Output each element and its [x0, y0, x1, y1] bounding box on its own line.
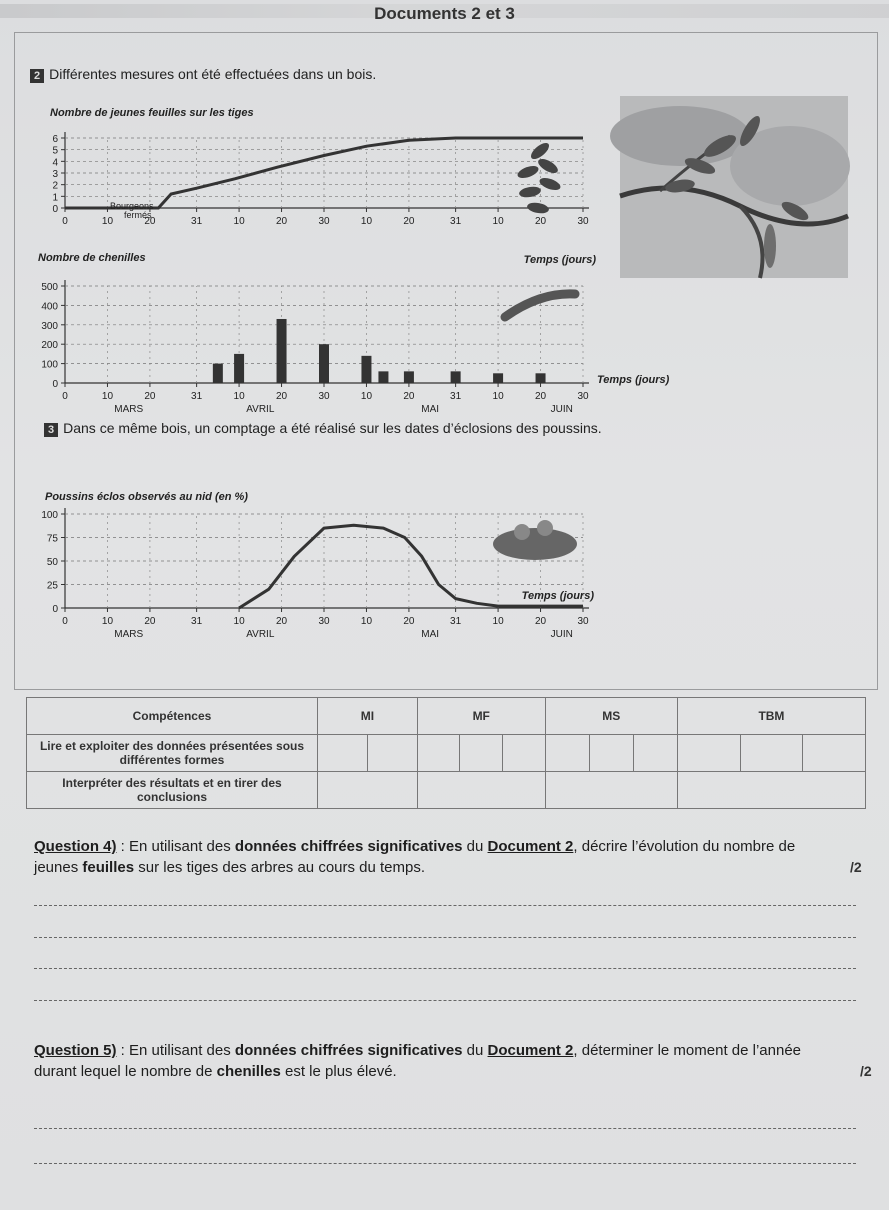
branch-image [620, 96, 848, 278]
leaf-shape [538, 176, 562, 193]
competences-header: Compétences [27, 698, 318, 735]
x-tick-label: 31 [191, 391, 203, 402]
y-tick-label: 100 [41, 510, 58, 521]
x-tick-label: 10 [360, 391, 373, 402]
caterpillar-bar [319, 344, 329, 383]
month-label: MARS [114, 629, 144, 640]
y-tick-label: 25 [46, 580, 58, 592]
x-tick-label: 31 [191, 216, 203, 227]
doc3-chart [0, 482, 620, 652]
cell[interactable] [803, 735, 866, 772]
cell[interactable] [417, 772, 545, 809]
y-tick-label: 3 [52, 169, 58, 180]
nest-drawing [493, 528, 577, 560]
competences-table [26, 697, 866, 809]
cell[interactable] [740, 735, 803, 772]
y-tick-label: 300 [41, 320, 58, 332]
chick-drawing [537, 520, 553, 536]
y-tick-label: 100 [41, 359, 58, 371]
x-tick-label: 20 [144, 216, 156, 227]
x-tick-label: 0 [62, 216, 68, 227]
chart-title: Nombre de chenilles [38, 252, 146, 264]
leaf-branch-drawing [516, 140, 562, 215]
x-tick-label: 30 [577, 616, 589, 627]
x-tick-label: 10 [233, 616, 245, 627]
x-tick-label: 20 [144, 391, 156, 402]
x-tick-label: 31 [191, 616, 203, 627]
y-tick-label: 1 [52, 192, 58, 204]
level-ms: MS [545, 698, 677, 735]
x-tick-label: 30 [577, 391, 589, 402]
cell[interactable] [633, 735, 677, 772]
cell[interactable] [545, 772, 677, 809]
month-label: JUIN [550, 404, 573, 415]
y-tick-label: 200 [41, 340, 58, 352]
cell[interactable] [503, 735, 546, 772]
caterpillar-bar [277, 319, 287, 383]
cell[interactable] [589, 735, 633, 772]
q4-text-2: du [462, 838, 488, 855]
q4-text-4: sur les tiges des arbres au cours du temps. [134, 859, 426, 876]
annotation-fermes: fermés [124, 210, 152, 220]
caterpillar-bar [536, 373, 546, 383]
q5-bold-1: données chiffrées significatives [234, 1042, 463, 1059]
month-label: AVRIL [246, 629, 275, 640]
q5-text-2: du [462, 1042, 488, 1059]
question-4 [34, 836, 824, 878]
caterpillar-bar [234, 354, 244, 383]
level-mf: MF [417, 698, 545, 735]
competence-row-1: Lire et exploiter des données présentées sous différentes formes [27, 735, 318, 772]
level-tbm: TBM [677, 698, 865, 735]
q5-text-4: est le plus élevé. [280, 1063, 397, 1080]
annotation-bourgeons: Bourgeons [110, 201, 154, 211]
q4-text-1: : En utilisant des [116, 838, 235, 855]
q4-bold-2: feuilles [82, 859, 135, 876]
x-tick-label: 0 [62, 391, 68, 402]
x-tick-label: 20 [534, 391, 547, 402]
answer-line[interactable] [34, 968, 856, 969]
doc2-number: 2 [30, 69, 44, 83]
x-tick-label: 10 [101, 391, 114, 402]
x-axis-label: Temps (jours) [523, 254, 596, 266]
cell[interactable] [677, 735, 740, 772]
y-tick-label: 400 [41, 301, 58, 313]
month-label: AVRIL [246, 404, 275, 415]
q4-document: Document 2 [487, 838, 574, 855]
x-tick-label: 10 [492, 391, 504, 402]
x-tick-label: 10 [101, 616, 114, 627]
x-tick-label: 10 [233, 216, 245, 227]
caterpillar-bar [493, 373, 503, 383]
page-title: Documents 2 et 3 [374, 4, 515, 23]
answer-line[interactable] [34, 937, 856, 938]
doc2-heading [30, 66, 376, 83]
tree-branch-photo [620, 96, 848, 278]
month-label: JUIN [550, 629, 573, 640]
y-tick-label: 75 [46, 533, 58, 545]
month-label: MAI [421, 404, 440, 415]
y-tick-label: 0 [52, 204, 58, 215]
x-tick-label: 30 [318, 616, 330, 627]
chart-title: Nombre de jeunes feuilles sur les tiges [50, 107, 254, 119]
leaf-shape [528, 140, 551, 162]
answer-line[interactable] [34, 905, 856, 906]
doc3-text: Dans ce même bois, un comptage a été réalisé sur les dates d’éclosions des poussins. [63, 420, 602, 436]
x-tick-label: 0 [62, 616, 68, 627]
cell[interactable] [367, 735, 417, 772]
answer-line[interactable] [34, 1000, 856, 1001]
x-tick-label: 20 [275, 391, 288, 402]
x-tick-label: 20 [403, 391, 415, 402]
q4-score: /2 [850, 859, 862, 875]
q4-text-3: , décrire l’évolution du nombre de jeunes [34, 838, 796, 876]
cell[interactable] [318, 772, 418, 809]
cell[interactable] [318, 735, 368, 772]
competence-row-2: Interpréter des résultats et en tirer des conclusions [27, 772, 318, 809]
x-tick-label: 10 [233, 391, 245, 402]
x-tick-label: 10 [360, 216, 373, 227]
x-tick-label: 20 [403, 616, 415, 627]
leaf-shape [516, 164, 540, 181]
caterpillar-bar [378, 371, 388, 383]
x-tick-label: 10 [492, 616, 504, 627]
x-tick-label: 30 [318, 391, 330, 402]
month-label: MAI [421, 629, 440, 640]
x-tick-label: 20 [534, 616, 547, 627]
q5-text-1: : En utilisant des [116, 1042, 235, 1059]
y-tick-label: 6 [52, 134, 58, 145]
doc2-charts [0, 96, 670, 415]
doc3-heading [44, 420, 602, 437]
x-tick-label: 30 [318, 216, 330, 227]
q5-score: /2 [860, 1063, 872, 1079]
q5-text-3: , déterminer le moment de l’année durant lequel le nombre de [34, 1042, 802, 1080]
x-tick-label: 10 [492, 216, 504, 227]
answer-line[interactable] [34, 1163, 856, 1164]
y-tick-label: 50 [46, 557, 58, 568]
chart-title: Poussins éclos observés au nid (en %) [45, 491, 248, 503]
month-label: MARS [114, 404, 144, 415]
x-tick-label: 20 [275, 216, 288, 227]
x-axis-label: Temps (jours) [597, 374, 670, 386]
caterpillar-bar [361, 356, 371, 383]
y-tick-label: 5 [52, 145, 58, 157]
x-tick-label: 30 [577, 216, 589, 227]
q5-label: Question 5) [34, 1042, 117, 1059]
cell[interactable] [677, 772, 865, 809]
x-tick-label: 31 [450, 391, 462, 402]
chick-drawing [514, 524, 530, 540]
x-tick-label: 10 [101, 216, 114, 227]
y-tick-label: 2 [52, 180, 58, 192]
q5-bold-2: chenilles [216, 1063, 281, 1080]
y-tick-label: 0 [52, 379, 58, 390]
x-tick-label: 31 [450, 616, 462, 627]
doc2-text: Différentes mesures ont été effectuées dans un bois. [49, 66, 377, 82]
doc3-number: 3 [44, 423, 58, 437]
y-tick-label: 4 [52, 157, 58, 169]
level-mi: MI [318, 698, 418, 735]
cell[interactable] [460, 735, 503, 772]
x-tick-label: 31 [450, 216, 462, 227]
q5-document: Document 2 [487, 1042, 574, 1059]
y-tick-label: 500 [41, 282, 58, 293]
cell[interactable] [417, 735, 460, 772]
x-tick-label: 20 [275, 616, 288, 627]
x-tick-label: 20 [534, 216, 547, 227]
y-tick-label: 0 [52, 604, 58, 615]
x-tick-label: 20 [403, 216, 415, 227]
x-tick-label: 10 [360, 616, 373, 627]
leaf-shape [518, 185, 541, 199]
caterpillar-bar [451, 371, 461, 383]
caterpillar-bar [213, 364, 223, 383]
q4-label: Question 4) [34, 838, 117, 855]
x-axis-label: Temps (jours) [521, 590, 594, 602]
answer-line[interactable] [34, 1128, 856, 1129]
cell[interactable] [545, 735, 589, 772]
q4-bold-1: données chiffrées significatives [234, 838, 463, 855]
question-5 [34, 1040, 834, 1082]
caterpillar-bar [404, 371, 414, 383]
leaf-shape [526, 201, 549, 215]
x-tick-label: 20 [144, 616, 156, 627]
